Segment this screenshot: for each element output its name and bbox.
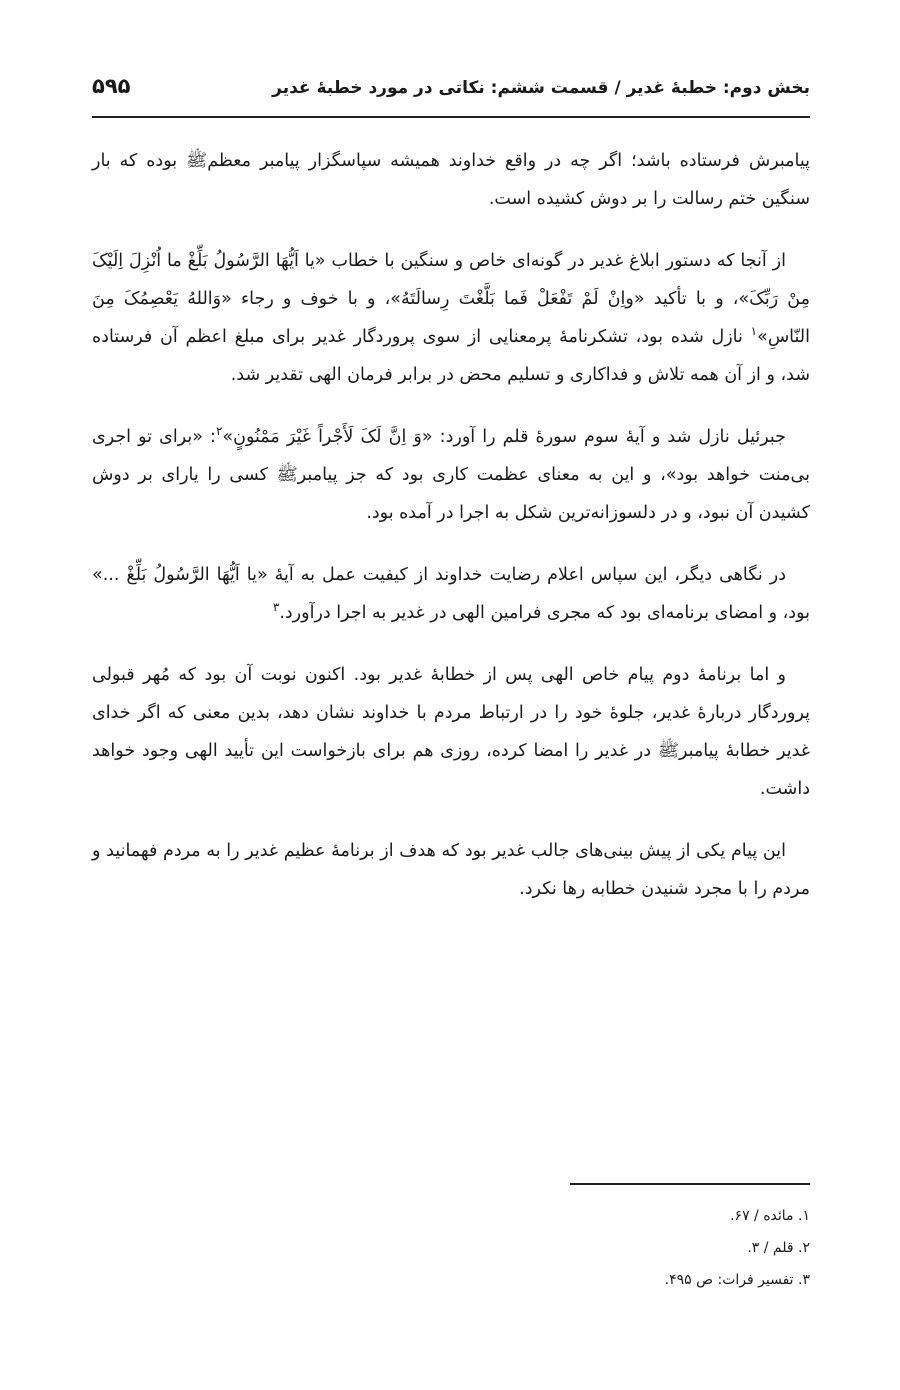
paragraph-2-text: از آنجا که دستور ابلاغ غدیر در گونه‌ای خاص و سنگین با خطاب «یا اَیُّهَا الرَّسُولُ بَلِّغْ ما اُنْزِلَ اِلَیْکَ مِنْ رَبِّکَ»، و با تأکید «واِنْ لَمْ تَفْعَلْ فَما بَلَّغْتَ رِسالَتَهُ»، و با خوف و رجاء «وَاللهُ یَعْصِمُکَ مِنَ النّاسِ» — [92, 251, 810, 347]
paragraph-2-text-after: نازل شده بود، تشکرنامهٔ پرمعنایی از سوی پروردگار غدیر برای مبلغ اعظم آن فرستاده شد، و از آن همه تلاش و فداکاری و تسلیم محض در برابر فرمان الهی تقدیر شد. — [92, 327, 810, 385]
paragraph-1-text: پیامبرش فرستاده باشد؛ اگر چه در واقع خداوند همیشه سپاسگزار پیامبر معظمﷺ بوده که بار سنگین ختم رسالت را بر دوش کشیده است. — [92, 151, 810, 209]
running-title: بخش دوم: خطبهٔ غدیر / قسمت ششم: نکاتی در مورد خطبهٔ غدیر — [272, 78, 810, 98]
paragraph-3-text: جبرئیل نازل شد و آیهٔ سوم سورهٔ قلم را آورد: «وَ اِنَّ لَکَ لَأَجْراً غَیْرَ مَمْنُونٍ» — [222, 427, 786, 447]
running-head — [92, 72, 810, 112]
footnote-ref-1[interactable]: ۱ — [750, 324, 758, 339]
footnotes — [92, 1200, 810, 1296]
book-page — [92, 0, 810, 1390]
paragraph-6-text: این پیام یکی از پیش بینی‌های جالب غدیر بود که هدف از برنامهٔ عظیم غدیر را به مردم فهمانید و مردم را با مجرد شنیدن خطابه رها نکرد. — [92, 841, 810, 899]
footnote-ref-2[interactable]: ۲ — [215, 424, 223, 439]
paragraph-2 — [92, 242, 810, 394]
paragraph-6 — [92, 832, 810, 908]
body-text — [92, 142, 810, 932]
paragraph-3 — [92, 418, 810, 532]
paragraph-4-text: در نگاهی دیگر، این سپاس اعلام رضایت خداوند از کیفیت عمل به آیهٔ «یا اَیُّهَا الرَّسُولُ بَلِّغْ ...» بود، و امضای برنامه‌ای بود که مجری فرامین الهی در غدیر به اجرا درآورد. — [92, 565, 810, 623]
footnote-2: ۲. قلم / ۳. — [747, 1240, 810, 1256]
paragraph-4 — [92, 556, 810, 632]
header-rule — [92, 116, 810, 118]
footnote-ref-3[interactable]: ۳ — [272, 600, 280, 615]
paragraph-1 — [92, 142, 810, 218]
paragraph-5 — [92, 656, 810, 808]
paragraph-5-text: و اما برنامهٔ دوم پیام خاص الهی پس از خطابهٔ غدیر بود. اکنون نوبت آن بود که مُهر قبولی پروردگار دربارهٔ غدیر، جلوهٔ خود را در ارتباط مردم با خداوند نشان دهد، بدین معنی که اگر خدای غدیر خطابهٔ پیامبرﷺ در غدیر را امضا کرده، روزی هم برای بازخواست این تأیید الهی وجود خواهد داشت. — [92, 665, 810, 799]
footnote-1: ۱. مائده / ۶۷. — [730, 1208, 810, 1224]
paragraph-3-text-after: : «برای تو اجری بی‌منت خواهد بود»، و این به معنای عظمت کاری بود که جز پیامبرﷺ کسی را یارای بر دوش کشیدن آن نبود، و در دلسوزانه‌ترین شکل به اجرا در آمده بود. — [92, 427, 810, 523]
page-number: ۵۹۵ — [92, 74, 131, 98]
footnote-3: ۳. تفسیر فرات: ص ۴۹۵. — [664, 1272, 810, 1288]
footnote-rule — [570, 1183, 810, 1185]
